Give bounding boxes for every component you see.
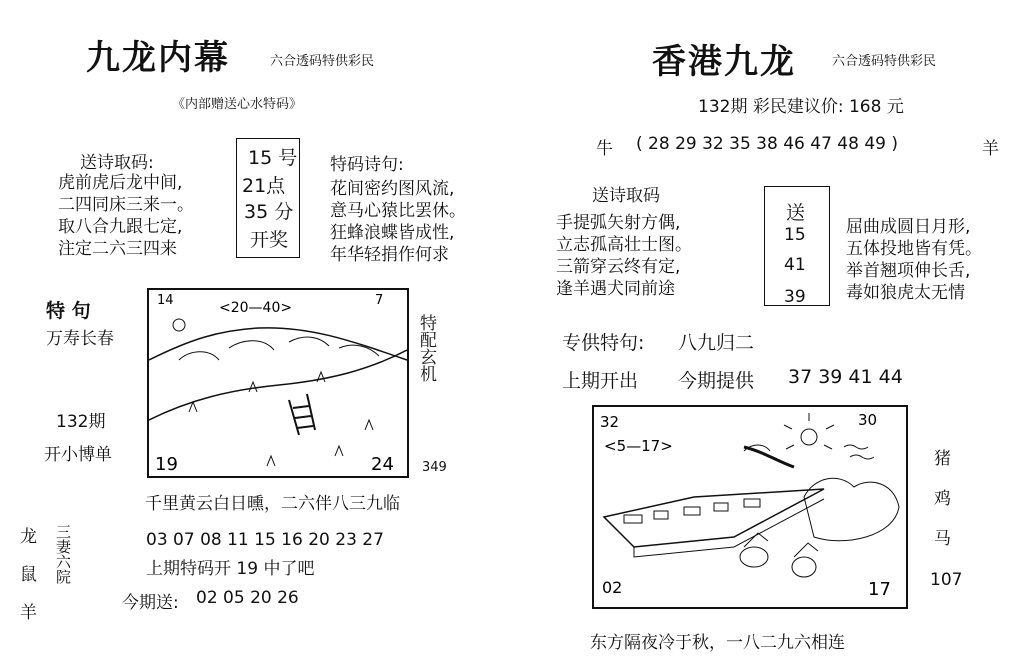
poem-line: 年华轻捐作何求: [330, 245, 449, 265]
left-poem-label: 送诗取码:: [80, 153, 154, 173]
right-bottom-line: 东方隔夜冷于秋，一八二九六相连: [590, 633, 845, 653]
poem-line: 花间密约图风流,: [330, 179, 455, 199]
send-box-n1: 15: [784, 225, 806, 245]
right-sketch-bl: 02: [602, 578, 623, 597]
poem-line: 毒如狼虎太无情: [846, 283, 965, 303]
left-sketch-bl: 19: [155, 454, 178, 475]
number-list: 03 07 08 11 15 16 20 23 27: [146, 530, 384, 550]
left-sketch-range: <20—40>: [219, 300, 293, 316]
right-sketch-tl: 32: [600, 413, 620, 431]
left-sketch-br: 24: [371, 454, 394, 475]
right-title: 香港九龙: [652, 42, 796, 82]
left-subheading: 《内部赠送心水特码》: [172, 97, 303, 112]
draw-label: 开奖: [250, 229, 289, 251]
send-box-label: 送: [786, 202, 806, 224]
special-label: 专供特句:: [562, 332, 645, 354]
right-side-number: 107: [930, 570, 963, 590]
send-label: 今期送:: [122, 593, 179, 613]
poem-line: 意马心猿比罢休。: [330, 201, 466, 221]
last-label: 上期开出: [562, 370, 639, 392]
left-issue: 132期: [56, 412, 106, 432]
provide-label: 今期提供: [678, 370, 755, 392]
tema-label: 特码诗句:: [330, 155, 404, 175]
open-text: 开小博单: [44, 445, 112, 465]
special-text: 八九归二: [678, 332, 755, 354]
left-side-number: 349: [422, 460, 447, 475]
poem-line: 二四同床三来一。: [58, 195, 194, 215]
right-issue-line: 132期 彩民建议价: 168 元: [698, 97, 904, 117]
right-poem: [556, 212, 692, 300]
poem-line: 狂蜂浪蝶皆成性,: [330, 223, 455, 243]
send-box-n3: 39: [784, 287, 806, 307]
animal-horse: 马: [934, 529, 951, 549]
poem-line: 手提弧矢射方偶,: [556, 213, 681, 233]
draw-time-minute: 35 分: [244, 201, 294, 223]
zodiac-dragon: 龙: [20, 527, 37, 547]
left-sketch: [147, 288, 409, 478]
right-sketch-tr: 30: [858, 411, 878, 429]
zodiac-goat: 羊: [20, 603, 37, 623]
poem-line: 逢羊遇犬同前途: [556, 279, 675, 299]
poem-line: 三箭穿云终有定,: [556, 257, 681, 277]
left-sketch-drawing: [149, 290, 407, 476]
zodiac-rat: 鼠: [20, 565, 37, 585]
send-box-n2: 41: [784, 255, 806, 275]
poem-line: 取八合九跟七定,: [58, 217, 183, 237]
right-poem-label: 送诗取码: [592, 186, 660, 206]
right-sketch: [592, 405, 908, 609]
clue-line: 千里黄云白日曛，二六伴八三九临: [145, 494, 400, 514]
poem-line: 虎前虎后龙中间,: [58, 173, 183, 193]
tema-poem: [330, 178, 466, 266]
send-numbers: 02 05 20 26: [196, 588, 299, 608]
left-sketch-tr: 7: [375, 293, 384, 308]
provide-numbers: 37 39 41 44: [788, 366, 903, 388]
poem-line: 举首翘项伸长舌,: [846, 261, 971, 281]
teju-label: 特 句: [46, 300, 91, 322]
draw-number: 15 号: [248, 147, 298, 169]
poem-line: 注定二六三四来: [58, 239, 177, 259]
teju-text: 万寿长春: [46, 329, 114, 349]
right-subtitle: 六合透码特供彩民: [832, 54, 937, 69]
left-poem: [58, 172, 194, 260]
range-numbers: ( 28 29 32 35 38 46 47 48 49 ): [636, 134, 898, 154]
right-sketch-drawing: [594, 407, 906, 607]
left-subtitle: 六合透码特供彩民: [270, 54, 375, 69]
zodiac-ox: 牛: [596, 139, 613, 159]
poem-line: 屈曲成圆日月形,: [846, 217, 971, 237]
left-sketch-tl: 14: [157, 293, 174, 308]
draw-time-hour: 21点: [242, 175, 286, 197]
right-sketch-br: 17: [868, 579, 891, 600]
right-poem2: [846, 216, 982, 304]
poem-line: 立志孤高壮士图。: [556, 235, 692, 255]
side-vertical: 特配玄机: [416, 314, 436, 382]
right-sketch-range: <5—17>: [604, 437, 673, 455]
left-col2: 三妻六院: [54, 524, 72, 584]
last-hit: 上期特码开 19 中了吧: [146, 559, 315, 579]
poem-line: 五体投地皆有凭。: [846, 239, 982, 259]
animal-pig: 猪: [934, 449, 951, 469]
left-title: 九龙内幕: [86, 38, 230, 78]
animal-rooster: 鸡: [934, 489, 951, 509]
zodiac-goat-right: 羊: [982, 139, 999, 159]
